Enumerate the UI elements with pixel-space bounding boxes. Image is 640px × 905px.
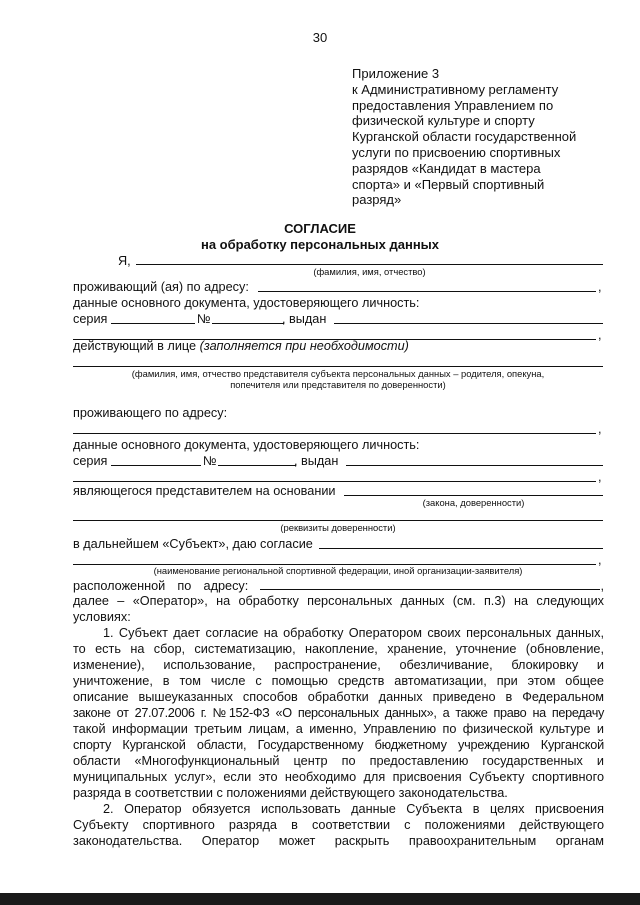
residing-label: проживающий (ая) по адресу: <box>73 280 249 294</box>
appendix-block <box>352 66 612 208</box>
number2-field[interactable] <box>218 465 296 466</box>
issued-field[interactable] <box>334 323 603 324</box>
residing2-label: проживающего по адресу: <box>73 406 228 420</box>
issued-label: , выдан <box>282 312 327 326</box>
text-line: Субъекту спортивного разряда в соответствии с положениями действующего <box>73 818 604 832</box>
text-line: разряда в соответствии с положениями действующего законодательства. <box>73 786 508 800</box>
text-line: муниципальных услуг», если это необходимо для присвоения Субъекту спортивного <box>73 770 604 784</box>
comma: , <box>598 422 602 436</box>
paragraph-1 <box>73 625 604 801</box>
text-line: изменение), использование, распространение, обезличивание, блокировку и <box>73 658 604 672</box>
text-line: области «Многофункциональный центр по предоставлению государственных и <box>73 754 604 768</box>
page-number: 30 <box>312 30 328 45</box>
located-line <box>73 577 604 593</box>
basis-field[interactable] <box>344 495 603 496</box>
text-line: условиях: <box>73 610 131 624</box>
located-field[interactable] <box>260 577 600 590</box>
fio-caption: (фамилия, имя, отчество) <box>313 266 426 277</box>
issued2-field-continued[interactable] <box>73 481 596 482</box>
poa-caption: (реквизиты доверенности) <box>280 522 396 533</box>
address2-field[interactable] <box>73 433 596 434</box>
acting-text: действующий в лице <box>73 339 197 353</box>
acting-note: (заполняется при необходимости) <box>199 339 409 353</box>
issued2-field[interactable] <box>346 465 603 466</box>
appendix-line: Приложение 3 <box>352 66 440 81</box>
consent-label: в дальнейшем «Субъект», даю согласие <box>73 537 313 551</box>
comma: , <box>598 553 602 567</box>
document-title: СОГЛАСИЕ <box>284 221 356 236</box>
comma: , <box>598 328 602 342</box>
number-label: № <box>197 312 211 326</box>
paragraph-2 <box>73 801 604 849</box>
text-line: спорту Курганской области, Государственному бюджетному учреждению Курганской <box>73 738 604 752</box>
text-line: описание вышеуказанных способов обработки данных приведено в Федеральном <box>73 690 604 704</box>
series-label: серия <box>73 312 108 326</box>
intro-paragraph <box>73 593 604 625</box>
basis-caption: (закона, доверенности) <box>422 497 525 508</box>
poa-field[interactable] <box>73 520 603 521</box>
text-line: далее – «Оператор», на обработку персональных данных (см. п.3) на следующих <box>73 594 604 608</box>
text-line: законодательства. Оператор может раскрыть правоохранительным органам <box>73 834 604 848</box>
appendix-line: предоставления Управлением по <box>352 97 554 113</box>
org-caption: (наименование региональной спортивной федерации, иной организации-заявителя) <box>153 565 523 576</box>
text-line: 1. Субъект дает согласие на обработку Оператором своих персональных данных, <box>103 626 604 640</box>
fio-field[interactable] <box>136 264 603 265</box>
series2-label: серия <box>73 454 108 468</box>
document-subtitle: на обработку персональных данных <box>200 237 440 252</box>
appendix-line: Курганской области государственной <box>352 129 577 145</box>
consent-field[interactable] <box>319 548 603 549</box>
appendix-line: спорта» и «Первый спортивный <box>352 176 545 192</box>
rep-basis-label: являющегося представителем на основании <box>73 484 336 498</box>
comma: , <box>600 579 604 593</box>
rep-caption-2: попечителя или представителя по доверенности) <box>230 379 446 390</box>
doc2-label: данные основного документа, удостоверяющего личность: <box>73 438 420 452</box>
representative-field[interactable] <box>73 366 603 367</box>
acting-label <box>73 338 409 354</box>
i-label: Я, <box>118 254 131 268</box>
located-label: расположенной по адресу: <box>73 579 249 593</box>
issued2-label: , выдан <box>294 454 339 468</box>
text-line: такой информации третьим лицам, а именно, Управлению по физической культуре и <box>73 722 604 736</box>
text-line: 2. Оператор обязуется использовать данные Субъекта в целях присвоения <box>103 802 604 816</box>
number2-label: № <box>203 454 217 468</box>
appendix-line: разрядов «Кандидат в мастера <box>352 160 541 176</box>
text-line: уничтожение, в том числе с помощью средств автоматизации, при этом общее <box>73 674 604 688</box>
series-field[interactable] <box>111 323 195 324</box>
text-line: то есть на сбор, систематизацию, накопление, хранение, уточнение (обновление, <box>73 642 604 656</box>
text-line: законе от 27.07.2006 г. №152-ФЗ «О персональных данных», а также право на передачу <box>73 706 604 720</box>
rep-caption-1: (фамилия, имя, отчество представителя субъекта персональных данных – родителя, опекуна, <box>131 368 545 379</box>
appendix-line: разряд» <box>352 192 402 208</box>
number-field[interactable] <box>212 323 284 324</box>
comma: , <box>598 280 602 294</box>
scan-bottom-edge <box>0 893 640 905</box>
located-row <box>73 577 604 593</box>
appendix-line: к Административному регламенту <box>352 81 559 97</box>
series2-field[interactable] <box>111 465 201 466</box>
doc-label: данные основного документа, удостоверяющего личность: <box>73 296 420 310</box>
appendix-line: услуги по присвоению спортивных <box>352 144 561 160</box>
appendix-line: физической культуре и спорту <box>352 113 535 129</box>
comma: , <box>598 470 602 484</box>
address-field[interactable] <box>258 291 596 292</box>
